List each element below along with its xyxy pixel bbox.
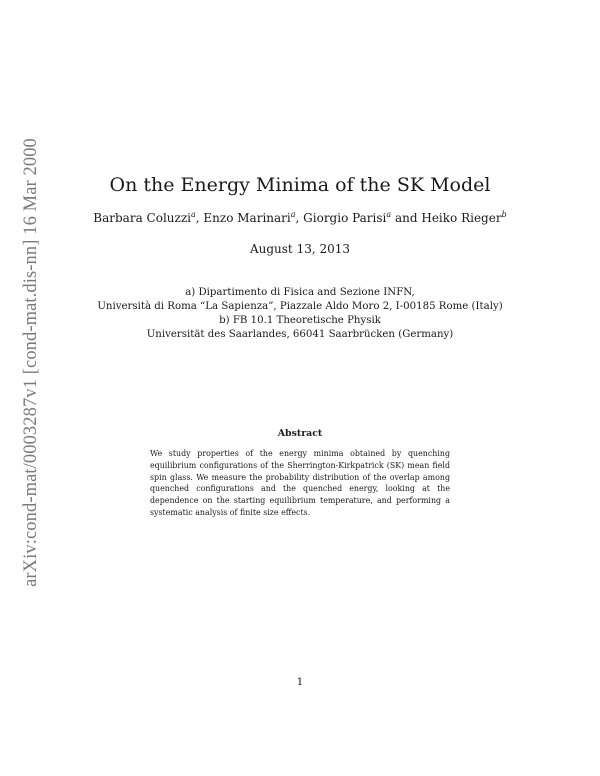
- paper-title: On the Energy Minima of the SK Model: [109, 174, 491, 196]
- affiliation-line: Universität des Saarlandes, 66041 Saarbrücken (Germany): [146, 329, 454, 340]
- author-name: Heiko Rieger: [421, 211, 502, 225]
- affiliation-line: a) Dipartimento di Fisica and Sezione INFN,: [185, 287, 415, 298]
- author-name: Barbara Coluzzi: [93, 211, 191, 225]
- author-name: Enzo Marinari: [203, 211, 291, 225]
- author-separator: ,: [195, 211, 204, 225]
- author-affiliation-mark: a: [290, 210, 296, 219]
- author-affiliation-mark: b: [501, 210, 507, 219]
- affiliation-block: [0, 286, 600, 342]
- affiliation-line: Università di Roma “La Sapienza”, Piazzale Aldo Moro 2, I-00185 Rome (Italy): [97, 301, 503, 312]
- page-number: 1: [296, 676, 304, 688]
- abstract-heading: Abstract: [277, 428, 323, 439]
- author-affiliation-mark: a: [386, 210, 392, 219]
- arxiv-identifier-text: arXiv:cond-mat/0003287v1 [cond-mat.dis-nn] 16 Mar 2000: [20, 137, 41, 587]
- author-name: Giorgio Parisi: [303, 211, 387, 225]
- affiliation-line: b) FB 10.1 Theoretische Physik: [219, 315, 381, 326]
- author-separator: ,: [295, 211, 304, 225]
- author-affiliation-mark: a: [191, 210, 196, 219]
- author-separator: and: [391, 211, 422, 225]
- author-list: [0, 211, 600, 225]
- paper-date: August 13, 2013: [249, 242, 351, 256]
- abstract-text: We study properties of the energy minima obtained by quenching equilibrium configurations of the Sherrington-Kirkpatrick (SK) mean field spin glass. We measure the probability distribution of the overlap among quenched configurations and the quenched energy, looking at the dependence on the starting equilibrium temperature, and performing a systematic analysis of finite size effects.: [150, 449, 450, 517]
